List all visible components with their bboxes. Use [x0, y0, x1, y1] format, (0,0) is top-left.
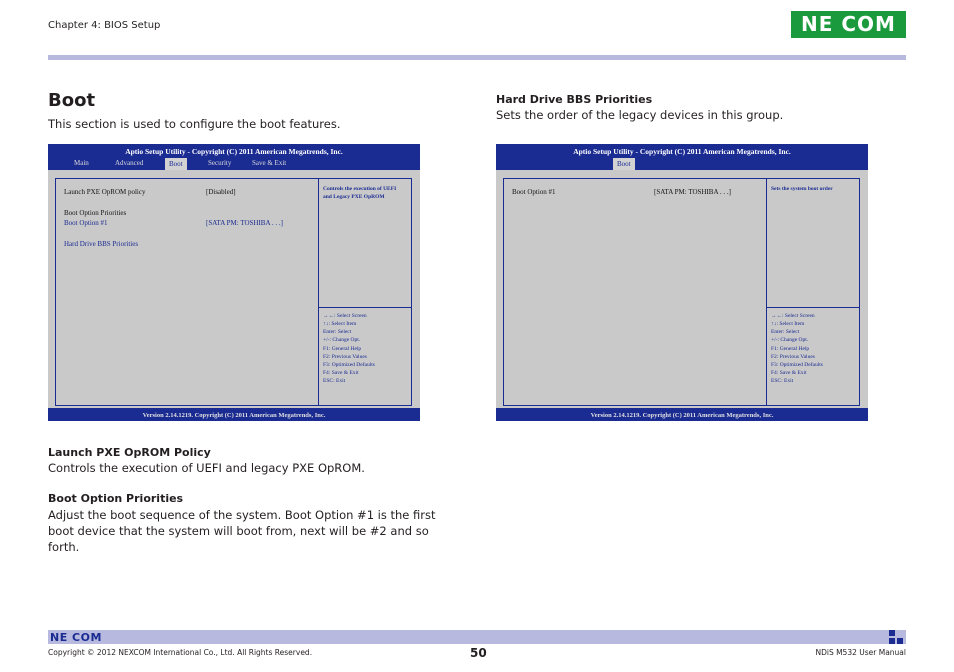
bios-key-hint: ESC: Exit — [323, 378, 346, 384]
bios-pxe-value[interactable]: [Disabled] — [206, 188, 236, 196]
section-body-boot-priorities: Adjust the boot sequence of the system. Boot Option #1 is the first boot device that the system will boot from, next will be #2 and so forth. — [48, 508, 436, 554]
bios-key-hint: →←: Select Screen — [323, 313, 367, 319]
section-heading-pxe: Launch PXE OpROM Policy — [48, 446, 211, 459]
bios-key-hint: ↑↓: Select Item — [323, 321, 357, 327]
bios-menu-security[interactable]: Security — [208, 159, 232, 167]
footer-logo: NE COM — [50, 631, 102, 644]
bios-menu-main[interactable]: Main — [74, 159, 89, 167]
nexcom-logo — [791, 11, 906, 38]
nexcom-logo-text: NE COM — [801, 12, 896, 36]
footer-bar — [48, 630, 906, 644]
bios-key-hint: F4: Save & Exit — [323, 370, 359, 376]
bios-key-hint: F2: Previous Values — [771, 354, 815, 360]
bios-title: Aptio Setup Utility - Copyright (C) 2011 American Megatrends, Inc. — [125, 147, 343, 156]
bios-body — [48, 170, 420, 408]
section-heading-boot-priorities: Boot Option Priorities — [48, 492, 184, 505]
bios-key-hint: Enter: Select — [323, 329, 352, 335]
bios-bbs-label[interactable]: Hard Drive BBS Priorities — [64, 240, 139, 248]
bios-menu-bar — [496, 158, 868, 170]
bios-option1-label[interactable]: Boot Option #1 — [512, 188, 556, 196]
bios-help-line-1: Sets the system boot order — [771, 186, 833, 192]
bios-body — [496, 170, 868, 408]
bios-menu-boot[interactable]: Boot — [165, 158, 187, 170]
bios-help-line-1: Controls the execution of UEFI — [323, 186, 397, 192]
bios-menu-save-exit[interactable]: Save & Exit — [252, 159, 287, 167]
bios-frame — [55, 178, 412, 406]
bios-key-hint: F4: Save & Exit — [771, 370, 807, 376]
bios-frame — [503, 178, 860, 406]
bios-title: Aptio Setup Utility - Copyright (C) 2011 American Megatrends, Inc. — [573, 147, 791, 156]
chapter-label: Chapter 4: BIOS Setup — [48, 20, 161, 31]
bios-key-hint: ESC: Exit — [771, 378, 794, 384]
bios-key-hint: Enter: Select — [771, 329, 800, 335]
footer-square-icon — [889, 630, 895, 636]
bios-key-hint: F2: Previous Values — [323, 354, 367, 360]
bios-priorities-label: Boot Option Priorities — [64, 209, 127, 217]
section-heading-bbs: Hard Drive BBS Priorities — [496, 93, 653, 106]
bios-option1-value[interactable]: [SATA PM: TOSHIBA . . .] — [206, 219, 283, 227]
bios-key-hint: F3: Optimized Defaults — [323, 362, 375, 368]
section-body-bbs: Sets the order of the legacy devices in this group. — [496, 108, 784, 122]
bios-footer: Version 2.14.1219. Copyright (C) 2011 American Megatrends, Inc. — [142, 412, 326, 419]
section-body-pxe: Controls the execution of UEFI and legacy PXE OpROM. — [48, 461, 365, 475]
manual-name: NDiS M532 User Manual — [815, 648, 906, 657]
bios-menu-bar — [48, 158, 420, 170]
copyright-text: Copyright © 2012 NEXCOM International Co., Ltd. All Rights Reserved. — [48, 648, 313, 657]
bios-key-hint: F1: General Help — [771, 346, 810, 352]
bios-pxe-label[interactable]: Launch PXE OpROM policy — [64, 188, 146, 196]
bios-option1-value[interactable]: [SATA PM: TOSHIBA . . .] — [654, 188, 731, 196]
bios-key-hint: +/-: Change Opt. — [323, 337, 361, 343]
bios-screen-boot — [48, 144, 420, 421]
bios-menu-advanced[interactable]: Advanced — [115, 159, 144, 167]
page-title: Boot — [48, 90, 96, 111]
bios-key-hint: →←: Select Screen — [771, 313, 815, 319]
page-number: 50 — [470, 646, 487, 660]
bios-help-line-2: and Legacy PXE OpROM — [323, 194, 385, 200]
bios-option1-label[interactable]: Boot Option #1 — [64, 219, 108, 227]
bios-key-hint: +/-: Change Opt. — [771, 337, 809, 343]
intro-text: This section is used to configure the boot features. — [48, 117, 341, 131]
bios-key-hint: F1: General Help — [323, 346, 362, 352]
bios-screen-bbs — [496, 144, 868, 421]
bios-key-hint: ↑↓: Select Item — [771, 321, 805, 327]
footer-square-icon — [889, 638, 895, 644]
footer-square-icon — [897, 638, 903, 644]
bios-footer: Version 2.14.1219. Copyright (C) 2011 American Megatrends, Inc. — [590, 412, 774, 419]
bios-menu-boot[interactable]: Boot — [613, 158, 635, 170]
header-rule — [48, 55, 906, 60]
bios-key-hint: F3: Optimized Defaults — [771, 362, 823, 368]
